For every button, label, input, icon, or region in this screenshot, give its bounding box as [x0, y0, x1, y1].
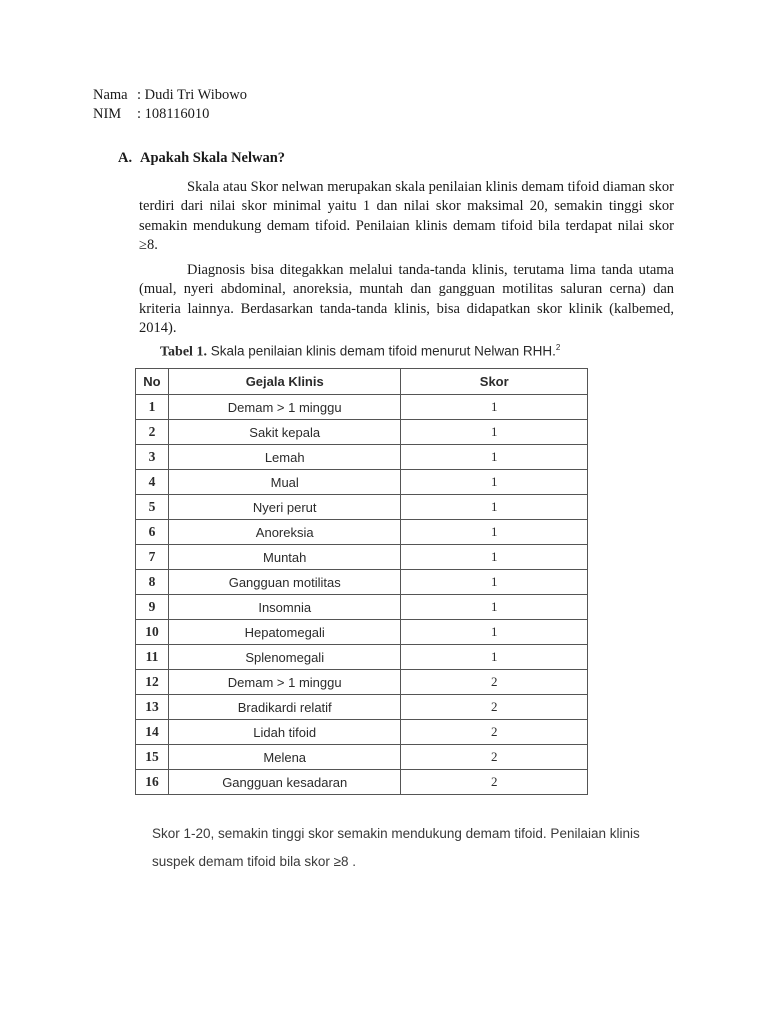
paragraph: Diagnosis bisa ditegakkan melalui tanda-tanda klinis, terutama lima tanda utama (mual, nyeri abdominal, anoreksia, muntah dan gangguan motilitas saluran cerna) dan kriteria lainnya. Berdasarkan tanda-tanda klinis, bisa didapatkan skor klinik (kalbemed, 2014).	[139, 262, 674, 337]
cell-no: 14	[136, 720, 169, 745]
identity-row-nim	[93, 105, 247, 124]
cell-skor: 2	[401, 770, 588, 795]
cell-skor: 2	[401, 745, 588, 770]
cell-skor: 1	[401, 395, 588, 420]
table-caption	[160, 343, 560, 361]
cell-gejala: Gangguan kesadaran	[168, 770, 401, 795]
cell-no: 3	[136, 445, 169, 470]
cell-no: 2	[136, 420, 169, 445]
cell-gejala: Demam > 1 minggu	[168, 395, 401, 420]
table-caption-lead: Tabel 1.	[160, 344, 207, 360]
header-skor: Skor	[401, 369, 588, 395]
cell-no: 16	[136, 770, 169, 795]
note-line: Skor 1-20, semakin tinggi skor semakin mendukung demam tifoid. Penilaian klinis	[152, 826, 640, 841]
table-caption-text: Skala penilaian klinis demam tifoid menurut Nelwan RHH.	[210, 343, 556, 359]
table-row	[136, 645, 588, 670]
cell-gejala: Sakit kepala	[168, 420, 401, 445]
cell-skor: 1	[401, 420, 588, 445]
header-gejala: Gejala Klinis	[168, 369, 401, 395]
cell-skor: 1	[401, 570, 588, 595]
identity-key: NIM	[93, 106, 122, 122]
cell-gejala: Lemah	[168, 445, 401, 470]
cell-no: 10	[136, 620, 169, 645]
cell-gejala: Splenomegali	[168, 645, 401, 670]
table-row	[136, 670, 588, 695]
cell-gejala: Insomnia	[168, 595, 401, 620]
table-header-row	[136, 369, 588, 395]
cell-no: 15	[136, 745, 169, 770]
table-row	[136, 570, 588, 595]
cell-skor: 1	[401, 495, 588, 520]
cell-skor: 2	[401, 670, 588, 695]
table-row	[136, 495, 588, 520]
table-row	[136, 695, 588, 720]
identity-key: Nama	[93, 87, 128, 103]
table-body	[136, 395, 588, 795]
table-row	[136, 745, 588, 770]
table-row	[136, 395, 588, 420]
cell-gejala: Anoreksia	[168, 520, 401, 545]
cell-no: 5	[136, 495, 169, 520]
section-title: Apakah Skala Nelwan?	[140, 150, 286, 166]
table-row	[136, 520, 588, 545]
cell-gejala: Lidah tifoid	[168, 720, 401, 745]
cell-no: 12	[136, 670, 169, 695]
cell-no: 7	[136, 545, 169, 570]
identity-value: : Dudi Tri Wibowo	[137, 87, 247, 103]
cell-skor: 2	[401, 695, 588, 720]
header-no: No	[136, 369, 169, 395]
cell-skor: 1	[401, 445, 588, 470]
cell-gejala: Nyeri perut	[168, 495, 401, 520]
table-row	[136, 445, 588, 470]
cell-no: 13	[136, 695, 169, 720]
cell-no: 8	[136, 570, 169, 595]
table-row	[136, 620, 588, 645]
cell-gejala: Gangguan motilitas	[168, 570, 401, 595]
identity-row-name	[93, 86, 247, 105]
cell-skor: 1	[401, 595, 588, 620]
table-row	[136, 420, 588, 445]
cell-skor: 1	[401, 545, 588, 570]
cell-gejala: Melena	[168, 745, 401, 770]
paragraph: Skala atau Skor nelwan merupakan skala penilaian klinis demam tifoid diaman skor terdiri dari nilai skor minimal yaitu 1 dan nilai skor maksimal 20, semakin tinggi skor semakin mendukung demam tifoid. Penilaian klinis demam tifoid bila terdapat nilai skor ≥8.	[139, 179, 674, 254]
identity-value: : 108116010	[137, 106, 210, 122]
section-heading	[118, 150, 285, 167]
identity-block	[93, 86, 247, 124]
table-caption-ref: 2	[555, 343, 561, 352]
cell-gejala: Demam > 1 minggu	[168, 670, 401, 695]
cell-no: 4	[136, 470, 169, 495]
note-line: suspek demam tifoid bila skor ≥8 .	[152, 854, 356, 869]
cell-skor: 1	[401, 645, 588, 670]
score-table	[135, 368, 588, 795]
cell-skor: 2	[401, 720, 588, 745]
cell-no: 9	[136, 595, 169, 620]
cell-gejala: Mual	[168, 470, 401, 495]
cell-gejala: Hepatomegali	[168, 620, 401, 645]
cell-skor: 1	[401, 470, 588, 495]
table-row	[136, 545, 588, 570]
cell-skor: 1	[401, 520, 588, 545]
cell-no: 1	[136, 395, 169, 420]
cell-no: 11	[136, 645, 169, 670]
cell-skor: 1	[401, 620, 588, 645]
table-note	[152, 820, 692, 876]
table-row	[136, 470, 588, 495]
section-letter: A.	[118, 150, 133, 166]
table-row	[136, 770, 588, 795]
table-row	[136, 595, 588, 620]
cell-gejala: Bradikardi relatif	[168, 695, 401, 720]
cell-gejala: Muntah	[168, 545, 401, 570]
table-row	[136, 720, 588, 745]
cell-no: 6	[136, 520, 169, 545]
